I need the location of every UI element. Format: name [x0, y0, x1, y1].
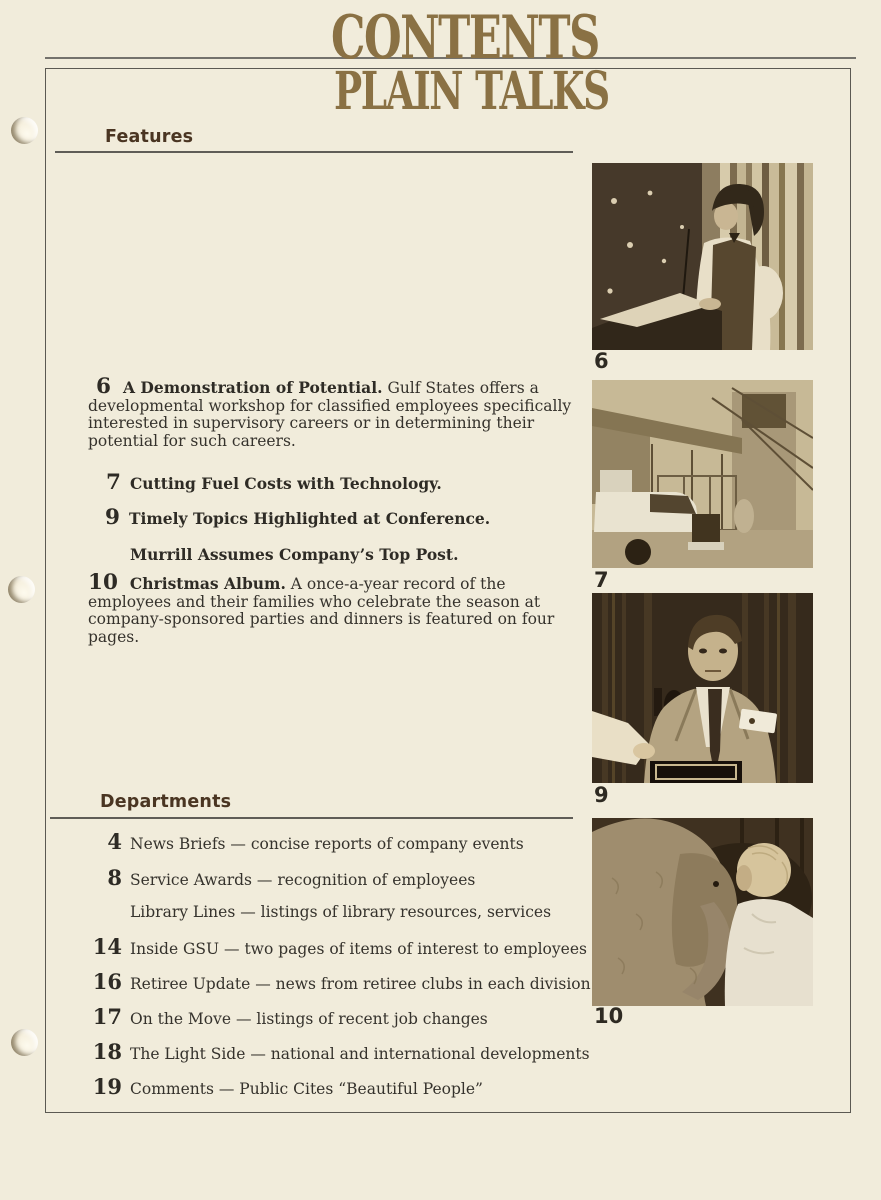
- feature-title: Christmas Album.: [129, 574, 286, 593]
- feature-description: A once-a-year record of the employees and their families who celebrate the season at company-sponsored parties and dinners is featured on four pages.: [88, 575, 555, 646]
- photo-page-label: 6: [594, 349, 609, 373]
- department-item: [58, 969, 591, 994]
- feature-item: [88, 505, 491, 530]
- features-rule: [55, 151, 573, 153]
- photo-man-with-name-tag: [592, 593, 813, 783]
- photo-page-label: 7: [594, 568, 609, 592]
- contents-title: CONTENTS: [331, 3, 599, 73]
- department-item: [58, 1039, 590, 1064]
- punch-hole: [11, 1029, 38, 1056]
- department-text: Service Awards — recognition of employees: [130, 871, 476, 889]
- feature-title: A Demonstration of Potential.: [122, 378, 383, 397]
- feature-item: [130, 546, 458, 565]
- department-text: Inside GSU — two pages of items of interest to employees: [130, 940, 587, 958]
- photo-page-label: 9: [594, 783, 609, 807]
- department-item: [58, 1004, 488, 1029]
- photo-speaker-at-podium: [592, 163, 813, 350]
- feature-page-number: 10: [88, 570, 118, 595]
- department-page-number: 14: [92, 934, 122, 959]
- department-text: Retiree Update — news from retiree clubs in each division: [130, 975, 591, 993]
- photo-child-with-elephant: [592, 818, 813, 1006]
- photo-speaker-illustration: [592, 163, 813, 350]
- department-page-number: 16: [92, 969, 122, 994]
- photo-truck-at-plant: [592, 380, 813, 568]
- punch-hole: [8, 576, 35, 603]
- feature-description: Gulf States offers a developmental workshop for classified employees specifically interested in supervisory careers or in determining their potential for such careers.: [88, 379, 572, 450]
- photo-man-illustration: [592, 593, 813, 783]
- department-page-number: 17: [92, 1004, 122, 1029]
- features-heading: Features: [105, 127, 194, 147]
- department-text: Library Lines — listings of library resources, services: [130, 903, 552, 921]
- department-text: News Briefs — concise reports of company events: [130, 835, 524, 853]
- feature-page-number: 7: [106, 470, 121, 495]
- punch-hole: [11, 117, 38, 144]
- feature-item: [88, 470, 442, 495]
- department-item: [58, 934, 587, 959]
- department-page-number: 8: [107, 865, 122, 890]
- department-item: [58, 865, 476, 890]
- photo-page-label: 10: [594, 1004, 624, 1028]
- department-text: The Light Side — national and international developments: [130, 1045, 590, 1063]
- departments-rule: [50, 817, 573, 819]
- feature-title: Murrill Assumes Company’s Top Post.: [130, 545, 459, 564]
- feature-item: [88, 374, 572, 450]
- photo-truck-illustration: [592, 380, 813, 568]
- department-page-number: 4: [107, 829, 122, 854]
- department-page-number: 18: [92, 1039, 122, 1064]
- department-page-number: 19: [92, 1074, 122, 1099]
- department-text: On the Move — listings of recent job changes: [130, 1010, 488, 1028]
- department-item: [58, 1074, 483, 1099]
- departments-heading: Departments: [100, 792, 232, 812]
- department-item: [58, 829, 524, 854]
- feature-page-number: 6: [96, 374, 111, 399]
- department-text: Comments — Public Cites “Beautiful People”: [130, 1080, 483, 1098]
- photo-elephant-illustration: [592, 818, 813, 1006]
- feature-page-number: 9: [105, 505, 120, 530]
- magazine-title: PLAIN TALKS: [334, 61, 609, 122]
- feature-item: [88, 570, 572, 646]
- feature-title: Timely Topics Highlighted at Conference.: [128, 509, 491, 528]
- department-item: [58, 903, 551, 921]
- feature-title: Cutting Fuel Costs with Technology.: [129, 474, 442, 493]
